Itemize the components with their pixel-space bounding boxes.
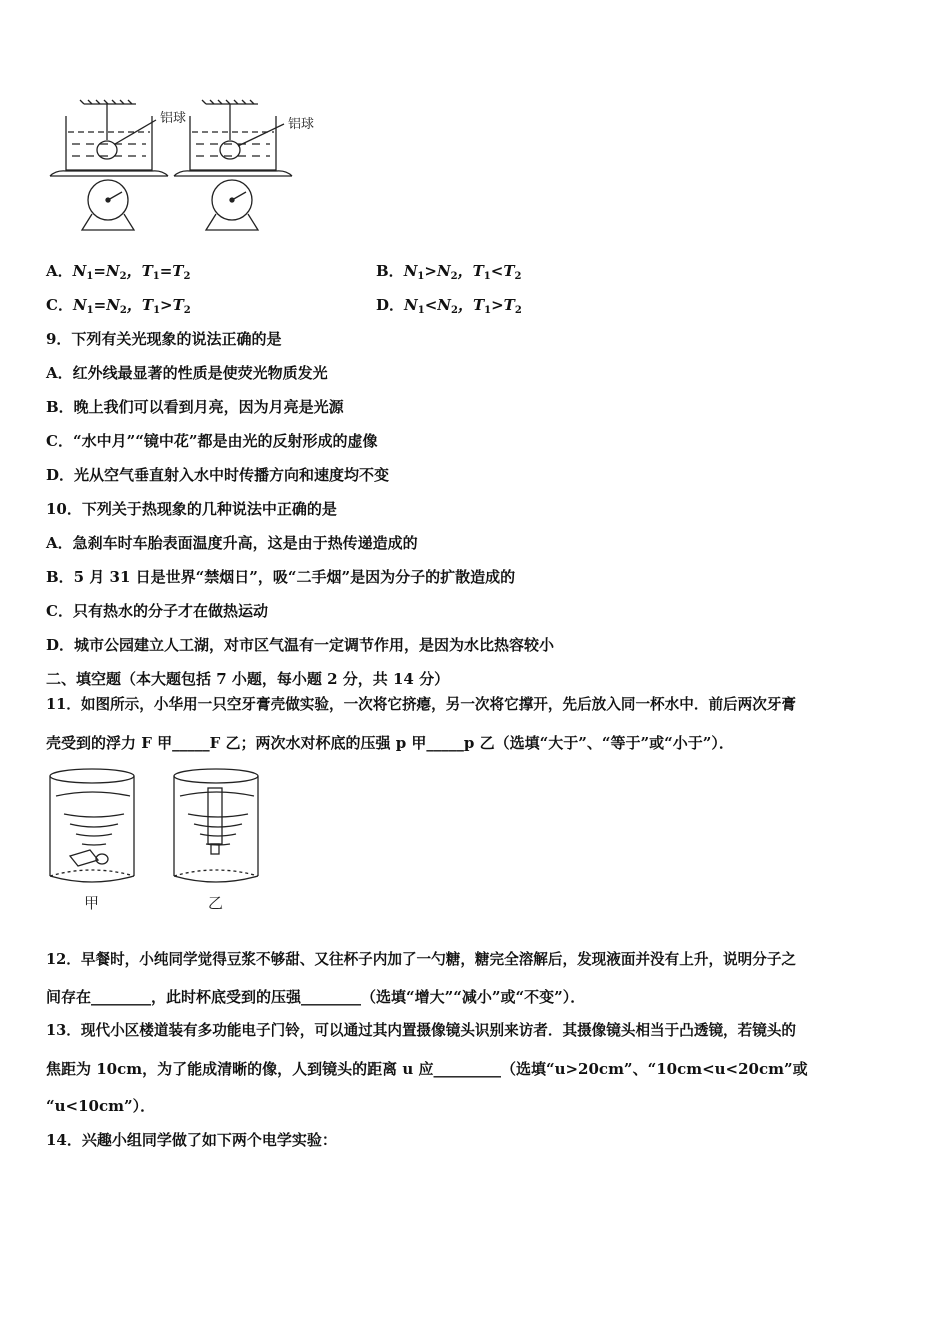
q8-option-c: [46, 295, 191, 321]
figure-q11-beakers: [44, 766, 284, 916]
q9-option-b: B．晚上我们可以看到月亮，因为月亮是光源: [46, 398, 344, 416]
q12-line-1: 12．早餐时，小纯同学觉得豆浆不够甜、又往杯子内加了一勺糖，糖完全溶解后，发现液面并没有上升，说明分子之: [46, 951, 797, 968]
q8-option-b-text: $N_1>N_2$，$T_1<T_2$: [403, 262, 522, 282]
q8-option-a: [46, 261, 190, 287]
figure-q8-left-label: 铝球: [160, 111, 187, 126]
q8-option-d: [376, 295, 522, 321]
q8-option-a-text: $N_1=N_2$，$T_1=T_2$: [72, 262, 191, 282]
q11-line-1: 11．如图所示，小华用一只空牙膏壳做实验，一次将它挤瘪，另一次将它撑开，先后放入同一杯水中．前后两次牙膏: [46, 696, 797, 713]
q13-line-1: 13．现代小区楼道装有多功能电子门铃，可以通过其内置摄像镜头识别来访者．其摄像镜头相当于凸透镜，若镜头的: [46, 1022, 797, 1039]
q12-line-2: 间存在________，此时杯底受到的压强________（选填“增大”“减小”或“不变”）．: [46, 988, 586, 1006]
q13-line-2: 焦距为 10cm，为了能成清晰的像，人到镜头的距离 u 应_________（选填“u>20cm”、“10cm<u<20cm”或: [46, 1060, 808, 1078]
q14-stem: 14．兴趣小组同学做了如下两个电学实验：: [46, 1131, 337, 1149]
q8-option-d-letter: D．: [376, 296, 405, 314]
section-2-heading: 二、填空题（本大题包括 7 小题，每小题 2 分，共 14 分）: [46, 670, 450, 688]
q10-option-a: A．急刹车时车胎表面温度升高，这是由于热传递造成的: [46, 534, 418, 552]
q8-option-d-text: $N_1<N_2$，$T_1>T_2$: [404, 296, 522, 316]
q11-line-2: 壳受到的浮力 F 甲_____F 乙；两次水对杯底的压强 p 甲_____p 乙（选填“大于”、“等于”或“小于”）．: [46, 734, 734, 752]
q9-option-c: C．“水中月”“镜中花”都是由光的反射形成的虚像: [46, 432, 378, 450]
figure-q8-right-label: 铝球: [288, 117, 315, 132]
q8-option-c-letter: C．: [46, 296, 73, 314]
q8-option-a-letter: A．: [46, 262, 73, 280]
q10-option-c: C．只有热水的分子才在做热运动: [46, 602, 268, 620]
q10-option-d: D．城市公园建立人工湖，对市区气温有一定调节作用，是因为水比热容较小: [46, 636, 555, 654]
figure-q8-scales: [44, 98, 334, 238]
q9-stem: 9．下列有关光现象的说法正确的是: [46, 330, 282, 348]
q8-option-b: [376, 261, 521, 287]
q13-line-3: “u<10cm”）．: [46, 1097, 156, 1115]
figure-q11-label-jia: 甲: [84, 894, 100, 912]
q10-stem: 10．下列关于热现象的几种说法中正确的是: [46, 500, 337, 518]
q8-option-b-letter: B．: [376, 262, 404, 280]
q9-option-a: A．红外线最显著的性质是使荧光物质发光: [46, 364, 328, 382]
q8-option-c-text: $N_1=N_2$，$T_1>T_2$: [72, 296, 191, 316]
q10-option-b: B．5 月 31 日是世界“禁烟日”，吸“二手烟”是因为分子的扩散造成的: [46, 568, 516, 586]
figure-q11-label-yi: 乙: [208, 894, 224, 912]
q9-option-d: D．光从空气垂直射入水中时传播方向和速度均不变: [46, 466, 390, 484]
